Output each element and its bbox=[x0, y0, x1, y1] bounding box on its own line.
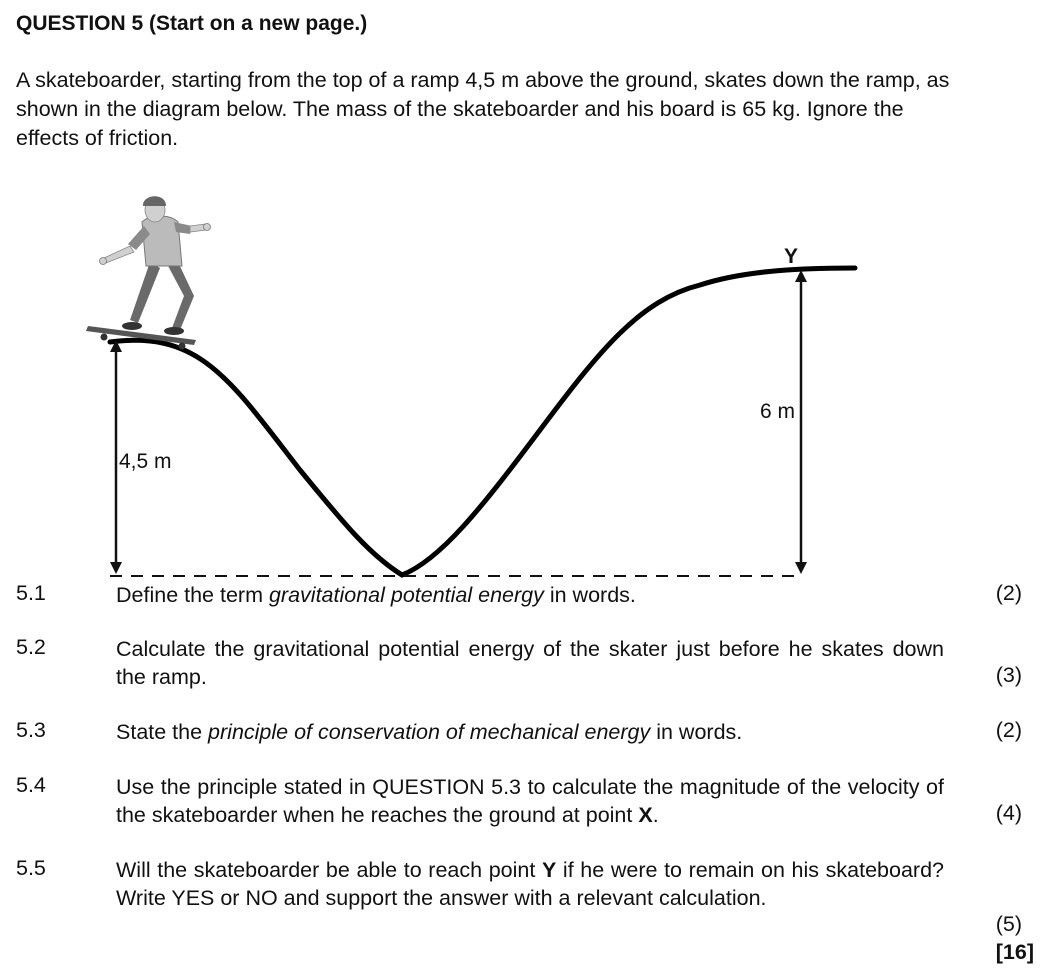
label-left-height: 4,5 m bbox=[119, 450, 172, 473]
emphasis-text: gravitational potential energy bbox=[268, 583, 544, 607]
question-intro: A skateboarder, starting from the top of a ramp 4,5 m above the ground, skates down the ramp, as shown in the diagram below. The mass of the skateboarder and his board is 65 kg. Ignore the effects of friction. bbox=[16, 68, 950, 150]
question-marks: (5) bbox=[995, 912, 1022, 936]
text-run: if he were to remain on his skateboard? Write YES or NO and support the answer with a relevant calculation. bbox=[116, 858, 944, 910]
text-run: Use the principle stated in QUESTION 5.3 to calculate the magnitude of the velocity of the skateboarder when he reaches the ground at point bbox=[116, 775, 944, 827]
text-run: Will the skateboarder be able to reach point bbox=[116, 858, 542, 882]
question-marks: (4) bbox=[995, 801, 1022, 825]
question-heading: QUESTION 5 (Start on a new page.) bbox=[16, 12, 368, 35]
question-text bbox=[116, 635, 944, 691]
ramp-curve bbox=[110, 268, 855, 575]
question-number: 5.4 bbox=[16, 773, 46, 797]
emphasis-text: X bbox=[638, 803, 653, 827]
text-run: Calculate the gravitational potential energy of the skater just before he skates down the ramp. bbox=[116, 637, 944, 689]
question-number: 5.5 bbox=[16, 856, 46, 880]
question-marks: (3) bbox=[995, 663, 1022, 687]
emphasis-text: principle of conservation of mechanical energy bbox=[208, 720, 651, 744]
text-run: State the bbox=[116, 720, 209, 744]
question-number: 5.3 bbox=[16, 718, 46, 742]
question-number: 5.2 bbox=[16, 635, 46, 659]
total-marks: [16] bbox=[995, 940, 1034, 964]
question-text bbox=[116, 773, 944, 829]
question-text bbox=[116, 856, 944, 912]
question-marks: (2) bbox=[995, 581, 1022, 605]
right-height-arrow bbox=[795, 270, 807, 574]
label-point-y: Y bbox=[784, 245, 799, 268]
text-run: in words. bbox=[543, 583, 636, 607]
label-right-height: 6 m bbox=[760, 400, 796, 423]
emphasis-text: Y bbox=[541, 858, 557, 882]
question-marks: (2) bbox=[995, 718, 1022, 742]
text-run: . bbox=[652, 803, 659, 827]
text-run: in words. bbox=[650, 720, 743, 744]
question-number: 5.1 bbox=[16, 581, 46, 605]
skateboarder-figure bbox=[86, 196, 211, 349]
text-run: Define the term bbox=[116, 583, 269, 607]
question-text bbox=[116, 718, 944, 746]
question-text bbox=[116, 581, 944, 609]
